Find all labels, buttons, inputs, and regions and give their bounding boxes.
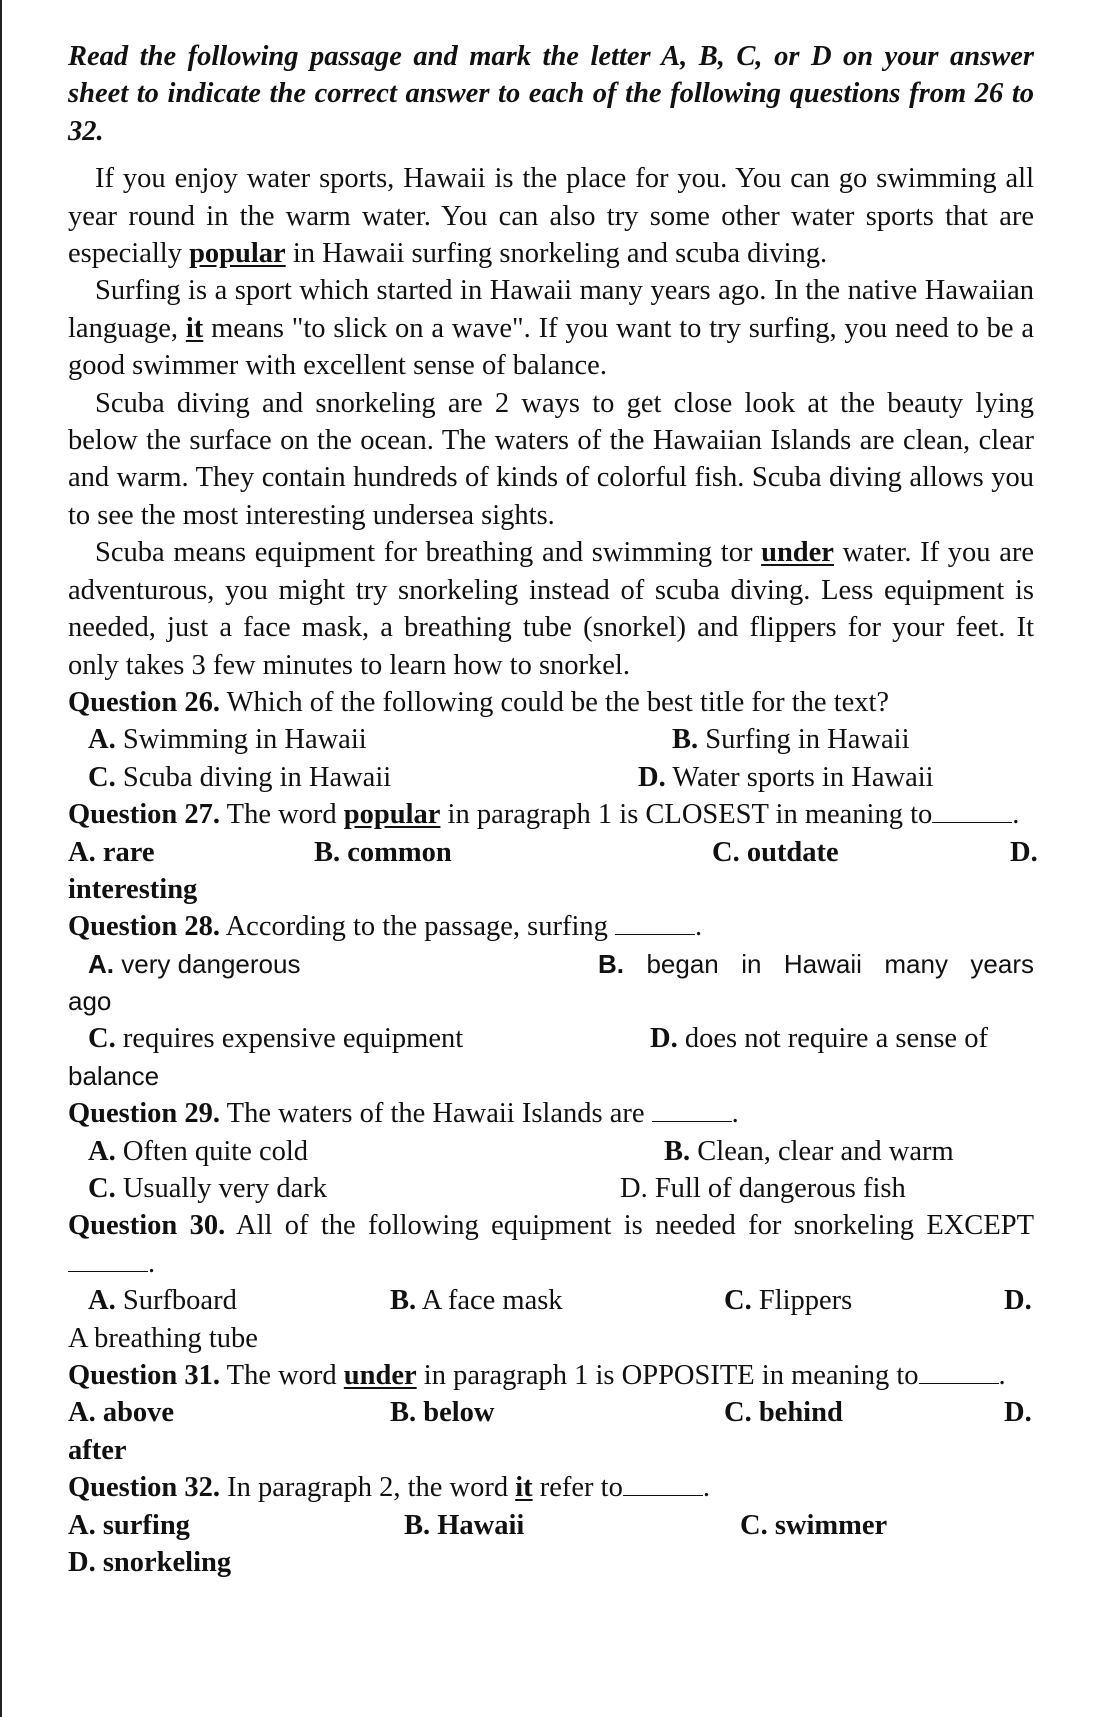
- p2-text-a: Surfing is a sport which started in Hawaii many years ago. In the native Hawaiian language,: [68, 275, 1034, 344]
- question-32: Question 32. In paragraph 2, the word it refer to .: [68, 1472, 710, 1504]
- question-28-options-wrap-2: [68, 1058, 1034, 1095]
- q26-option-a[interactable]: A. Swimming in Hawaii: [88, 724, 367, 756]
- q29-option-c[interactable]: C. Usually very dark: [88, 1173, 328, 1205]
- question-26-options-row-2: [68, 759, 1034, 796]
- question-26-options-row-1: [68, 721, 1034, 758]
- question-29-label: Question 29.: [68, 1098, 221, 1130]
- q31-option-a[interactable]: A. above: [68, 1397, 175, 1429]
- q30-option-b[interactable]: B. A face mask: [390, 1285, 563, 1317]
- question-32-options: [68, 1507, 1034, 1544]
- question-32-label: Question 32.: [68, 1472, 221, 1504]
- p4-text-a: Scuba means equipment for breathing and swimming tor: [95, 537, 753, 569]
- question-29-options-row-1: [68, 1133, 1034, 1170]
- q28-option-c[interactable]: C. requires expensive equipment: [88, 1023, 464, 1055]
- question-30-options-wrap: [68, 1320, 1034, 1357]
- q26-option-d[interactable]: D. Water sports in Hawaii: [638, 761, 934, 793]
- answer-blank: [68, 1270, 148, 1272]
- q31-option-c[interactable]: C. behind: [724, 1397, 843, 1429]
- question-30: Question 30. All of the following equipment is needed for snorkeling EXCEPT.: [68, 1210, 1034, 1279]
- q27-option-d-letter[interactable]: D.: [1010, 836, 1038, 868]
- q27-option-d[interactable]: interesting: [68, 873, 198, 905]
- q28-option-d[interactable]: D. does not require a sense of: [650, 1023, 988, 1055]
- q32-option-c[interactable]: C. swimmer: [740, 1509, 888, 1541]
- passage-paragraph-2: [68, 272, 1034, 384]
- question-32-options-wrap: [68, 1544, 1034, 1581]
- instruction: Read the following passage and mark the letter A, B, C, or D on your answer sheet to indicate the correct answer to each of the following questions from 26 to 32.: [68, 41, 1034, 147]
- q31-option-d[interactable]: after: [68, 1434, 127, 1466]
- q28-option-d-cont: balance: [68, 1060, 160, 1091]
- underlined-popular: popular: [189, 238, 286, 270]
- answer-blank: [919, 1382, 999, 1384]
- q32-option-b[interactable]: B. Hawaii: [404, 1509, 525, 1541]
- q29-option-a[interactable]: A. Often quite cold: [88, 1135, 309, 1167]
- q31-option-b[interactable]: B. below: [390, 1397, 495, 1429]
- answer-blank: [623, 1494, 703, 1496]
- question-29-options-row-2: [68, 1170, 1034, 1207]
- question-27-options: [68, 834, 1038, 871]
- question-28-options-row-1: [68, 946, 1034, 983]
- q28-option-b[interactable]: B. began in Hawaii many years: [598, 948, 1034, 979]
- answer-blank: [652, 1120, 732, 1122]
- q26-option-b[interactable]: B. Surfing in Hawaii: [672, 724, 910, 756]
- q27-option-b[interactable]: B. common: [314, 836, 452, 868]
- question-30-label: Question 30.: [68, 1210, 226, 1242]
- question-28-label: Question 28.: [68, 911, 221, 943]
- q32-option-a[interactable]: A. surfing: [68, 1509, 190, 1541]
- question-26-text: Which of the following could be the best title for the text?: [226, 686, 890, 718]
- question-27-options-wrap: [68, 871, 1034, 908]
- question-31: Question 31. The word under in paragraph 1 is OPPOSITE in meaning to .: [68, 1360, 1006, 1392]
- p2-text-b: means "to slick on a wave". If you want to try surfing, you need to be a good swimmer with excellent sense of balance.: [68, 312, 1035, 382]
- q29-option-b[interactable]: B. Clean, clear and warm: [664, 1135, 954, 1167]
- passage-paragraph-4: [68, 534, 1034, 684]
- question-26-label: Question 26.: [68, 686, 221, 718]
- question-31-label: Question 31.: [68, 1360, 221, 1392]
- question-28-options-wrap-1: [68, 983, 1034, 1020]
- p1-text-b: in Hawaii surfing snorkeling and scuba diving.: [292, 238, 828, 270]
- question-31-options-wrap: [68, 1432, 1034, 1469]
- q28-option-b-cont: ago: [68, 986, 112, 1017]
- question-30-options: [68, 1282, 1034, 1319]
- q32-option-d[interactable]: D. snorkeling: [68, 1547, 232, 1579]
- underlined-popular-q27: popular: [343, 799, 441, 831]
- q26-option-c[interactable]: C. Scuba diving in Hawaii: [88, 761, 392, 793]
- question-31-options: [68, 1394, 1034, 1431]
- passage-paragraph-1: [68, 160, 1034, 272]
- passage-paragraph-3: Scuba diving and snorkeling are 2 ways to get close look at the beauty lying below the surface on the ocean. The waters of the Hawaiian Islands are clean, clear and warm. They contain hundreds of kinds of colorful fish. Scuba diving allows you to see the most interesting undersea sights.: [68, 387, 1034, 531]
- underlined-under-q31: under: [343, 1360, 417, 1392]
- question-28-options-row-2: [68, 1020, 1034, 1057]
- question-26: [68, 684, 1034, 721]
- q30-option-a[interactable]: A. Surfboard: [88, 1285, 237, 1317]
- q30-option-c[interactable]: C. Flippers: [724, 1285, 853, 1317]
- underlined-it-q32: it: [515, 1472, 533, 1504]
- q30-option-d-letter[interactable]: D.: [1004, 1285, 1032, 1317]
- q30-option-d[interactable]: A breathing tube: [68, 1322, 258, 1354]
- q31-option-d-letter[interactable]: D.: [1004, 1397, 1032, 1429]
- question-27-label: Question 27.: [68, 799, 221, 831]
- worksheet-content: [68, 38, 1038, 1581]
- question-27: Question 27. The word popular in paragraph 1 is CLOSEST in meaning to .: [68, 799, 1020, 831]
- p1-text-a: If you enjoy water sports, Hawaii is the place for you. You can go swimming all year round in the warm water. You can also try some other water sports that are especially: [68, 163, 1034, 270]
- q28-option-a[interactable]: A. very dangerous: [88, 948, 301, 979]
- q27-option-a[interactable]: A. rare: [68, 836, 155, 868]
- underlined-under: under: [761, 537, 834, 569]
- q29-option-d[interactable]: D. Full of dangerous fish: [620, 1173, 906, 1205]
- underlined-it: it: [185, 312, 204, 344]
- question-28: Question 28. According to the passage, surfing .: [68, 911, 703, 943]
- answer-blank: [932, 821, 1012, 823]
- q27-option-c[interactable]: C. outdate: [712, 836, 839, 868]
- p4-text-b: water. If you are adventurous, you might try snorkeling instead of scuba diving. Less equipment is needed, just a face mask, a breathing tube (snorkel) and flippers for your feet. It only takes 3 few minutes to learn how to snorkel.: [68, 537, 1035, 681]
- answer-blank: [615, 933, 695, 935]
- question-29: Question 29. The waters of the Hawaii Islands are .: [68, 1098, 739, 1130]
